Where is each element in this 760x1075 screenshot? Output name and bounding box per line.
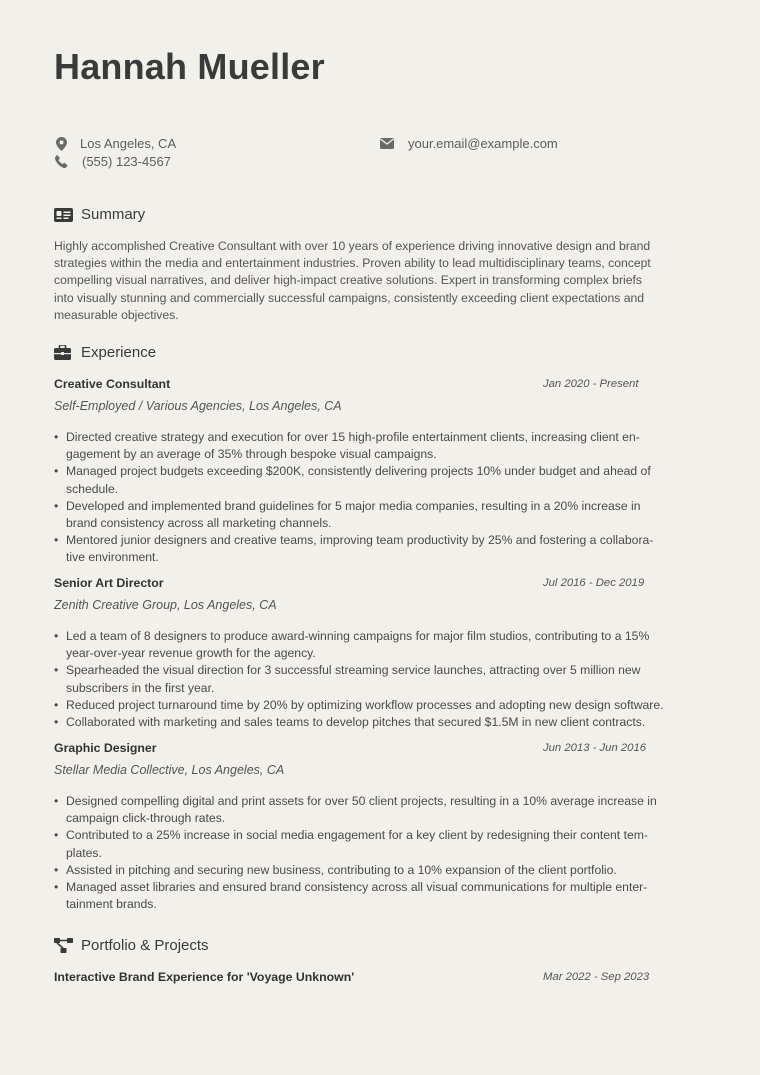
- bullet-item: • Assisted in pitching and securing new business, contributing to a 10% expansion of the client portfolio.: [54, 862, 704, 879]
- job-title: Creative Consultant: [54, 377, 171, 391]
- experience-title: Experience: [81, 344, 157, 361]
- envelope-icon: [380, 137, 394, 151]
- id-card-icon: [54, 207, 73, 223]
- bullet-item: • Managed project budgets exceeding $200K, consistently delivering projects 10% under budget and ahead of schedule.: [54, 463, 704, 497]
- bullet-item: • Contributed to a 25% increase in social media engagement for a key client by redesigning their content tem- plates.: [54, 827, 704, 861]
- job-title: Senior Art Director: [54, 576, 164, 590]
- bullet-item: • Designed compelling digital and print assets for over 50 client projects, resulting in a 10% average increase in campaign click-through rates.: [54, 793, 704, 827]
- portfolio-title: Portfolio & Projects: [81, 937, 209, 954]
- bullet-item: • Mentored junior designers and creative teams, improving team productivity by 25% and fostering a collabora- tive environment.: [54, 532, 704, 566]
- job-company: Stellar Media Collective, Los Angeles, CA: [54, 763, 285, 777]
- bullet-item: • Directed creative strategy and execution for over 15 high-profile entertainment clients, increasing client en- gagement by an average of 35% through bespoke visual campaigns.: [54, 429, 704, 463]
- job-company: Self-Employed / Various Agencies, Los Angeles, CA: [54, 399, 342, 413]
- job-company: Zenith Creative Group, Los Angeles, CA: [54, 598, 277, 612]
- summary-heading: [54, 206, 145, 223]
- contact-phone: [54, 154, 171, 169]
- summary-line: into visually stunning and commercially successful campaigns, consistently exceeding client expectations and: [54, 290, 645, 305]
- summary-line: compelling visual narratives, and deliver high-impact creative solutions. Expert in transforming complex briefs: [54, 273, 642, 288]
- bullet-item: • Spearheaded the visual direction for 3 successful streaming service launches, attracting over 5 million new subscribers in the first year.: [54, 662, 704, 696]
- location-text: Los Angeles, CA: [80, 136, 177, 151]
- job-bullets: [54, 429, 704, 567]
- job-bullets: [54, 793, 704, 913]
- job-bullets: [54, 628, 704, 731]
- bullet-item: • Led a team of 8 designers to produce award-winning campaigns for major film studios, contributing to a 15% year-over-year revenue growth for the agency.: [54, 628, 704, 662]
- bullet-item: • Reduced project turnaround time by 20% by optimizing workflow processes and adopting new design software.: [54, 697, 704, 714]
- summary-line: Highly accomplished Creative Consultant with over 10 years of experience driving innovative design and brand: [54, 239, 651, 253]
- project-date: Mar 2022 - Sep 2023: [543, 971, 650, 983]
- contact-email: [380, 136, 558, 151]
- project-title: Interactive Brand Experience for 'Voyage Unknown': [54, 970, 355, 984]
- project-diagram-icon: [54, 938, 73, 954]
- experience-heading: [54, 344, 156, 361]
- contact-location: [54, 136, 176, 151]
- summary-title: Summary: [81, 206, 146, 223]
- map-pin-icon: [54, 137, 68, 151]
- phone-icon: [54, 155, 68, 169]
- briefcase-icon: [54, 345, 73, 361]
- bullet-item: • Collaborated with marketing and sales teams to develop pitches that secured $1.5M in new client contracts.: [54, 714, 704, 731]
- bullet-item: • Developed and implemented brand guidelines for 5 major media companies, resulting in a 20% increase in brand consistency across all marketing channels.: [54, 498, 704, 532]
- bullet-item: • Managed asset libraries and ensured brand consistency across all visual communications for multiple enter- tainment brands.: [54, 879, 704, 913]
- email-link[interactable]: your.email@example.com: [408, 136, 558, 151]
- portfolio-heading: [54, 937, 209, 954]
- job-date: Jun 2013 - Jun 2016: [543, 742, 647, 754]
- candidate-name: Hannah Mueller: [54, 46, 325, 87]
- job-date: Jul 2016 - Dec 2019: [543, 577, 645, 589]
- phone-text: (555) 123-4567: [82, 154, 171, 169]
- summary-line: measurable objectives.: [54, 307, 179, 322]
- summary-text: [54, 238, 704, 324]
- job-date: Jan 2020 - Present: [543, 378, 639, 390]
- summary-line: strategies within the media and entertainment industries. Proven ability to lead multidisciplinary teams, concept: [54, 256, 651, 271]
- job-title: Graphic Designer: [54, 741, 157, 755]
